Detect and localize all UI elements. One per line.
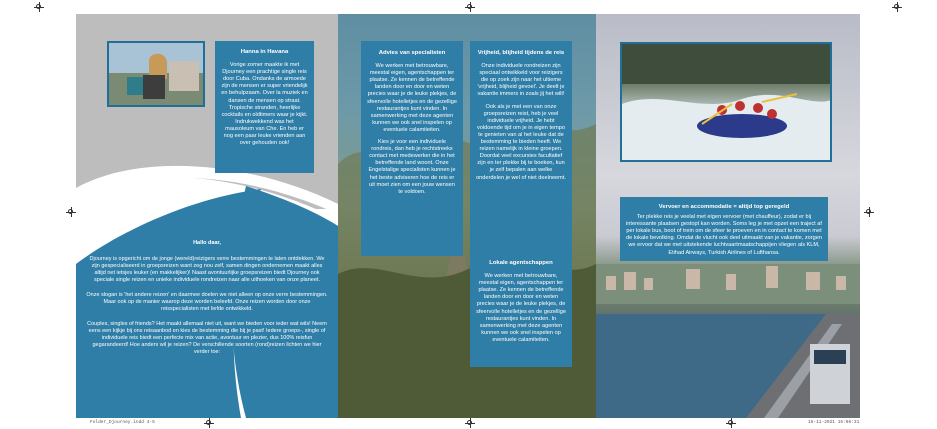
advies-box	[361, 41, 463, 256]
left-page	[76, 14, 338, 418]
havana-title: Hanna in Havana	[240, 49, 289, 55]
havana-body: Vorige zomer maakte ik met Djourney een prachtige single reis door Cuba. Ondanks de armoede zijn de mensen er super vriendelijk en behulpzaam. Over la muziek en dansen de mensen op straat. Tropische stranden, heerlijke cocktails en oldtimers waar je kijkt. Indrukwekkend was het mausoleum van Che. En heb er nog een paar leuke vrienden aan over gehouden ook!	[221, 62, 308, 147]
crop-mark-icon	[66, 207, 76, 217]
lokale-title: Lokale agentschappen	[489, 260, 553, 266]
advies-paragraph-2: Kies je voor een individuele rondreis, dan heb je rechtstreeks contact met medewerker die in het betreffende land woont. Onze Engelstalige specialisten kunnen je het beste adviseren hoe de reis er uit moet zien om een jouw wensen te voldoen.	[368, 139, 456, 195]
crop-mark-icon	[892, 2, 902, 12]
lokale-box	[470, 251, 572, 367]
crop-mark-icon	[34, 2, 44, 12]
intro-paragraph-1: Djourney is opgericht om de jonge (wereld)reizigers verre bestemmingen te laten ontdekken. We zijn gespecialiseerd in groepsreizen want zeg nou zelf, samen dingen ondernemen maakt alles altijd net ietsjes leuker (en makkelijker)! Naast avontuurlijke groepsreizen biedt Djourney ook speciale single reizen en unieke individuele rondreizen naar alle uithoeken van onze planeet.	[89, 256, 325, 283]
crop-mark-icon	[465, 2, 475, 12]
vrijheid-paragraph-2: Ook als je met een van onze groepsreizen reist, heb je veel individuele vrijheid. Je hebt voldoende tijd om je in eigen tempo te genieten van al het leuke dat de bestemming te bieden heeft. We reizen namelijk in kleine groepen. Doordat veel excursies facultatief zijn en ter plekke bij te boeken, kun je zelf bepalen aan welke onderdelen je wel of niet deelneemt.	[476, 103, 566, 181]
intro-text	[86, 240, 328, 356]
intro-paragraph-3: Couples, singles of friends? Het maakt allemaal niet uit, want we bieden voor ieder wat wils! Neem eens een kijkje bij ons reisaanbod en kies de bestemming die bij je past! Iedere groeps-, single of individuele reis biedt een perfecte mix van actie, avontuur en plezier, dus 100% reisfun gegarandeerd! Hoe anders wil je reizen? De verschillende soorten (rond)reizen lichten we hier verder toe:	[87, 321, 327, 355]
footer-slug-left: Folder_Djourney.indd 4-5	[90, 420, 155, 425]
crop-mark-icon	[465, 418, 475, 428]
havana-box	[215, 41, 314, 173]
vrijheid-box	[470, 41, 572, 260]
vrijheid-title: Vrijheid, blijheid tijdens de reis	[477, 50, 565, 56]
footer-slug-right: 15-11-2021 15:06:31	[808, 420, 860, 425]
crop-mark-icon	[726, 418, 736, 428]
vrijheid-paragraph-1: Onze individuele rondreizen zijn speciaal ontwikkeld voor reizigers die op zoek zijn naar het ultieme 'vrijheid, blijheid gevoel'. Je deelt je vakantie immers in zoals jij het wilt!	[477, 63, 565, 98]
rafting-photo	[620, 42, 832, 162]
rafting-image-icon	[622, 44, 832, 162]
traveler-photo	[107, 41, 205, 107]
intro-paragraph-2: Onze slogan is 'het andere reizen' en daarmee doelen we niet alleen op onze verre bestemmingen. Maar ook op de manier waarop deze worden beleefd. Onze reizen worden door onze reisspecialisten met liefde ontwikkeld.	[86, 292, 328, 312]
lokale-paragraph-1: We werken met betrouwbare, meestal eigen, agentschappen ter plaatse. Ze kennen de betreffende landen door en door en weten precies waar je de leuke plekjes, de sfeervolle hotelletjes en de gezellige restaurantjes kunt vinden. In samenwerking met deze agenten kunnen we ook snel inspelen op eventuele calamiteiten.	[476, 273, 566, 343]
vervoer-box	[620, 197, 828, 261]
advies-title: Advies van specialisten	[378, 50, 446, 56]
crop-mark-icon	[864, 207, 874, 217]
intro-greeting: Hallo daar,	[193, 240, 221, 246]
vervoer-body: Ter plekke reis je veelal met eigen vervoer (met chauffeur), zodat er bij interessante plaatsen gestopt kan worden. Soms leg je met opzet een traject af per lokale bus, boot of trein om de sfeer te proeven en in contact te komen met de lokale bevolking. Omdat de vlucht ook deel uitmaakt van je vakantie, zorgen we ervoor dat we met uitstekende luchtvaartmaatschappijen vliegen als KLM, Etihad Airways, Turkish Airlines of Lufthansa.	[626, 214, 822, 256]
crop-mark-icon	[204, 418, 214, 428]
woman-photo-icon	[109, 43, 205, 107]
right-page	[596, 14, 860, 418]
advies-paragraph-1: We werken met betrouwbare, meestal eigen, agentschappen ter plaatse. Ze kennen de betreffende landen door en door en weten precies waar je de leuke plekjes, de sfeervolle hotelletjes en de gezellige restaurantjes kunt vinden. In samenwerking met deze agenten kunnen we ook snel inspelen op eventuele calamiteiten.	[367, 63, 457, 133]
middle-page	[338, 14, 596, 418]
vervoer-title: Vervoer en accommodatie = altijd top geregeld	[658, 204, 790, 210]
